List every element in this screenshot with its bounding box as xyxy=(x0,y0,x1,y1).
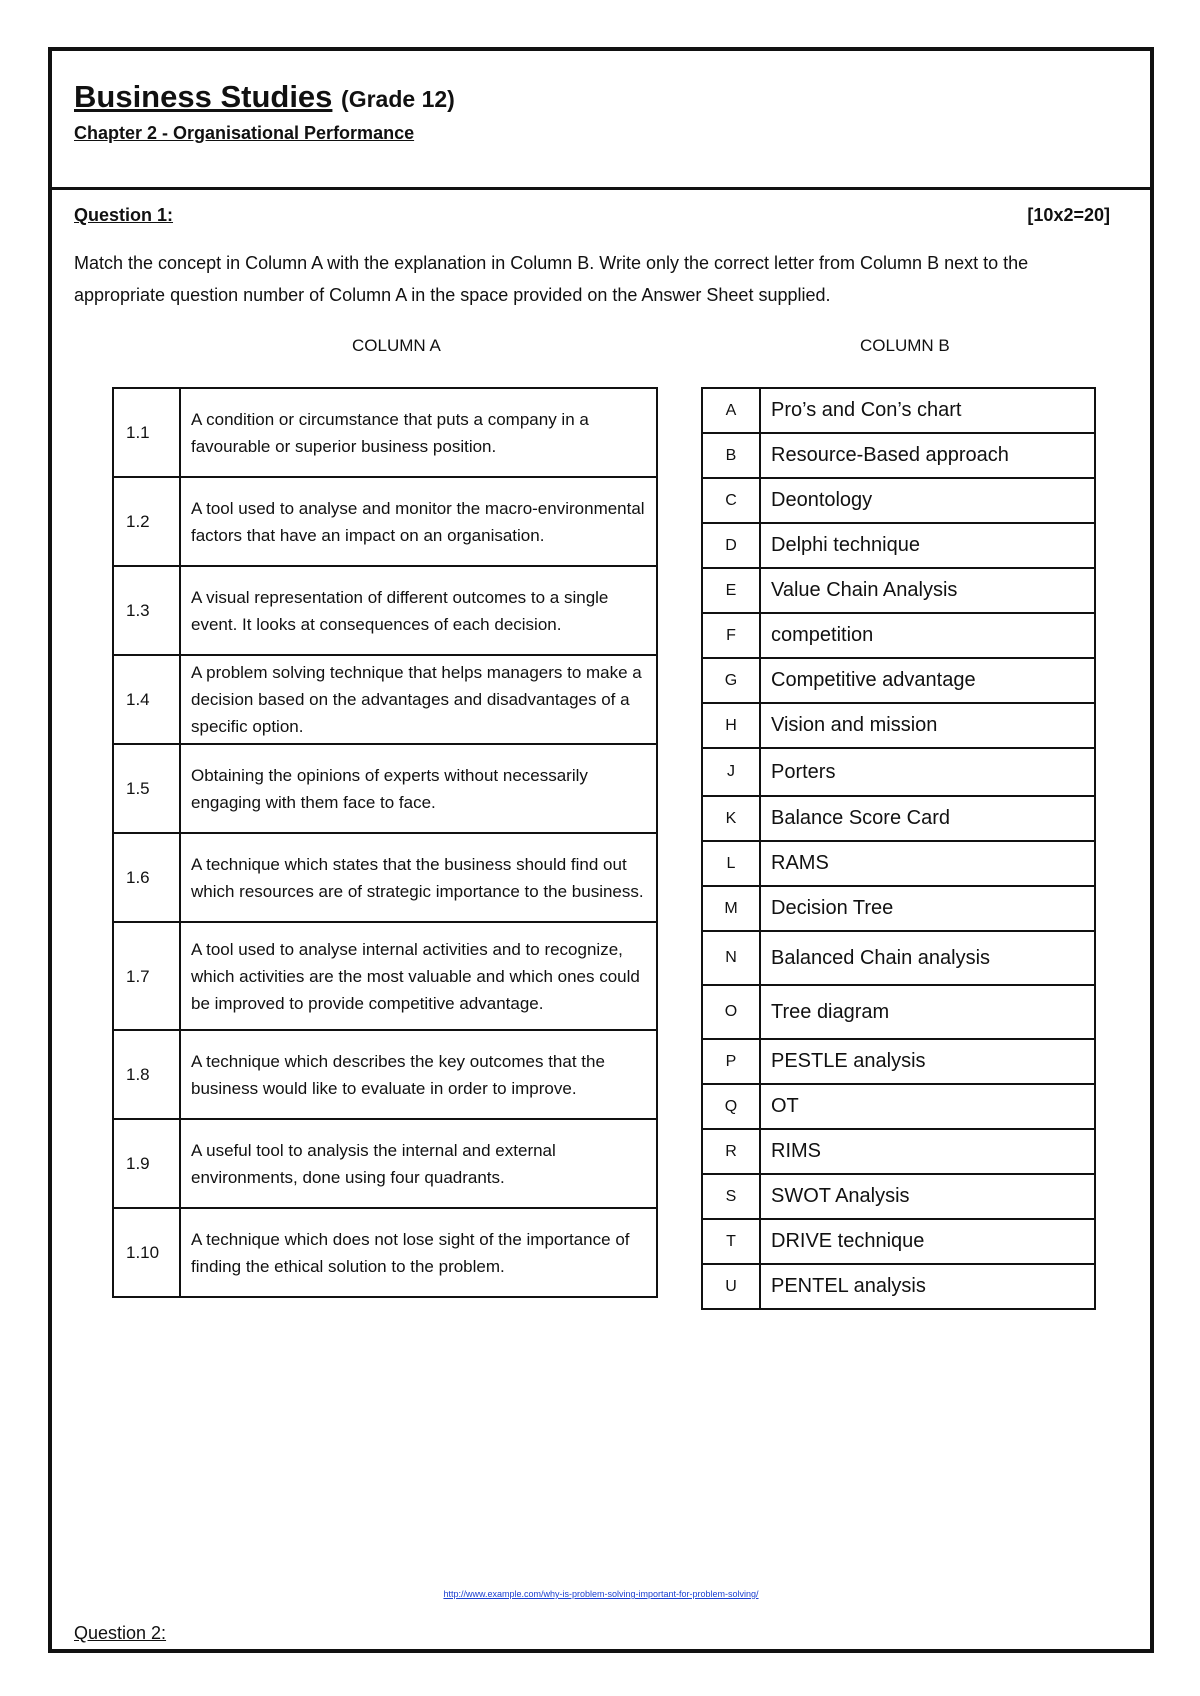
answer-term: OT xyxy=(760,1084,1095,1129)
answer-letter: P xyxy=(702,1039,760,1084)
column-b-row xyxy=(702,1264,1095,1309)
answer-term: PENTEL analysis xyxy=(760,1264,1095,1309)
column-b-row xyxy=(702,568,1095,613)
column-b-row xyxy=(702,1084,1095,1129)
answer-term: Porters xyxy=(760,748,1095,796)
column-b-row xyxy=(702,478,1095,523)
answer-letter: H xyxy=(702,703,760,748)
column-b-table xyxy=(701,387,1096,1310)
answer-letter: J xyxy=(702,748,760,796)
column-a-row xyxy=(113,566,657,655)
column-b-row xyxy=(702,931,1095,985)
answer-letter: O xyxy=(702,985,760,1039)
answer-letter: T xyxy=(702,1219,760,1264)
answer-term: Pro’s and Con’s chart xyxy=(760,388,1095,433)
answer-term: SWOT Analysis xyxy=(760,1174,1095,1219)
column-b-row xyxy=(702,1219,1095,1264)
question-number: 1.7 xyxy=(113,922,180,1030)
column-a-row xyxy=(113,388,657,477)
question-number: 1.8 xyxy=(113,1030,180,1119)
answer-letter: K xyxy=(702,796,760,841)
column-b-row xyxy=(702,1174,1095,1219)
question-1-marks: [10x2=20] xyxy=(1027,205,1110,225)
answer-letter: R xyxy=(702,1129,760,1174)
column-b-row xyxy=(702,613,1095,658)
header-divider xyxy=(52,187,1150,190)
answer-term: Balanced Chain analysis xyxy=(760,931,1095,985)
answer-term: RIMS xyxy=(760,1129,1095,1174)
question-number: 1.6 xyxy=(113,833,180,922)
column-a-row xyxy=(113,1208,657,1297)
column-a-row xyxy=(113,1030,657,1119)
column-a-row xyxy=(113,744,657,833)
column-a-row xyxy=(113,922,657,1030)
answer-letter: B xyxy=(702,433,760,478)
answer-letter: F xyxy=(702,613,760,658)
question-description: A condition or circumstance that puts a company in a favourable or superior business position. xyxy=(180,388,657,477)
answer-term: Decision Tree xyxy=(760,886,1095,931)
question-description: A technique which states that the business should find out which resources are of strategic importance to the business. xyxy=(180,833,657,922)
answer-letter: M xyxy=(702,886,760,931)
question-1-instructions: Match the concept in Column A with the explanation in Column B. Write only the correct letter from Column B next to the appropriate question number of Column A in the space provided on the Answer Sheet supplied. xyxy=(74,253,1029,305)
answer-letter: E xyxy=(702,568,760,613)
question-number: 1.1 xyxy=(113,388,180,477)
column-b-row xyxy=(702,985,1095,1039)
answer-letter: A xyxy=(702,388,760,433)
question-number: 1.3 xyxy=(113,566,180,655)
question-number: 1.10 xyxy=(113,1208,180,1297)
answer-letter: L xyxy=(702,841,760,886)
question-description: A visual representation of different outcomes to a single event. It looks at consequences of each decision. xyxy=(180,566,657,655)
answer-term: Competitive advantage xyxy=(760,658,1095,703)
answer-letter: D xyxy=(702,523,760,568)
answer-letter: S xyxy=(702,1174,760,1219)
answer-term: RAMS xyxy=(760,841,1095,886)
question-description: A useful tool to analysis the internal and external environments, done using four quadrants. xyxy=(180,1119,657,1208)
page-frame xyxy=(48,47,1154,1653)
grade-label: (Grade 12) xyxy=(341,86,455,112)
column-b-row xyxy=(702,1039,1095,1084)
question-number: 1.5 xyxy=(113,744,180,833)
question-number: 1.4 xyxy=(113,655,180,744)
column-b-row xyxy=(702,703,1095,748)
answer-letter: Q xyxy=(702,1084,760,1129)
answer-letter: N xyxy=(702,931,760,985)
answer-term: DRIVE technique xyxy=(760,1219,1095,1264)
subject-title: Business Studies xyxy=(74,79,333,114)
column-a-heading: COLUMN A xyxy=(352,336,441,355)
source-link[interactable]: http://www.example.com/why-is-problem-solving-important-for-problem-solving/ xyxy=(443,1589,759,1599)
answer-term: Deontology xyxy=(760,478,1095,523)
column-b-heading: COLUMN B xyxy=(860,336,950,355)
answer-term: Vision and mission xyxy=(760,703,1095,748)
column-a-table xyxy=(112,387,658,1298)
column-b-row xyxy=(702,748,1095,796)
answer-term: Value Chain Analysis xyxy=(760,568,1095,613)
column-a-row xyxy=(113,833,657,922)
question-description: A tool used to analyse and monitor the macro-environmental factors that have an impact on an organisation. xyxy=(180,477,657,566)
answer-term: competition xyxy=(760,613,1095,658)
column-b-row xyxy=(702,841,1095,886)
question-description: A technique which describes the key outcomes that the business would like to evaluate in order to improve. xyxy=(180,1030,657,1119)
answer-term: Tree diagram xyxy=(760,985,1095,1039)
question-2-label: Question 2: xyxy=(74,1623,167,1643)
answer-letter: U xyxy=(702,1264,760,1309)
column-b-row xyxy=(702,523,1095,568)
column-b-row xyxy=(702,796,1095,841)
column-b-row xyxy=(702,886,1095,931)
column-a-row xyxy=(113,477,657,566)
question-number: 1.9 xyxy=(113,1119,180,1208)
answer-term: Resource-Based approach xyxy=(760,433,1095,478)
question-description: A technique which does not lose sight of the importance of finding the ethical solution to the problem. xyxy=(180,1208,657,1297)
column-b-row xyxy=(702,388,1095,433)
question-description: A problem solving technique that helps managers to make a decision based on the advantages and disadvantages of a specific option. xyxy=(180,655,657,744)
column-b-row xyxy=(702,658,1095,703)
answer-term: Balance Score Card xyxy=(760,796,1095,841)
column-b-row xyxy=(702,1129,1095,1174)
question-1-label: Question 1: xyxy=(74,205,174,225)
question-description: A tool used to analyse internal activities and to recognize, which activities are the most valuable and which ones could be improved to provide competitive advantage. xyxy=(180,922,657,1030)
answer-term: Delphi technique xyxy=(760,523,1095,568)
document-title xyxy=(74,79,455,115)
column-a-row xyxy=(113,655,657,744)
question-description: Obtaining the opinions of experts without necessarily engaging with them face to face. xyxy=(180,744,657,833)
answer-letter: G xyxy=(702,658,760,703)
column-a-row xyxy=(113,1119,657,1208)
answer-letter: C xyxy=(702,478,760,523)
column-b-row xyxy=(702,433,1095,478)
question-number: 1.2 xyxy=(113,477,180,566)
chapter-title: Chapter 2 - Organisational Performance xyxy=(74,123,415,143)
answer-term: PESTLE analysis xyxy=(760,1039,1095,1084)
